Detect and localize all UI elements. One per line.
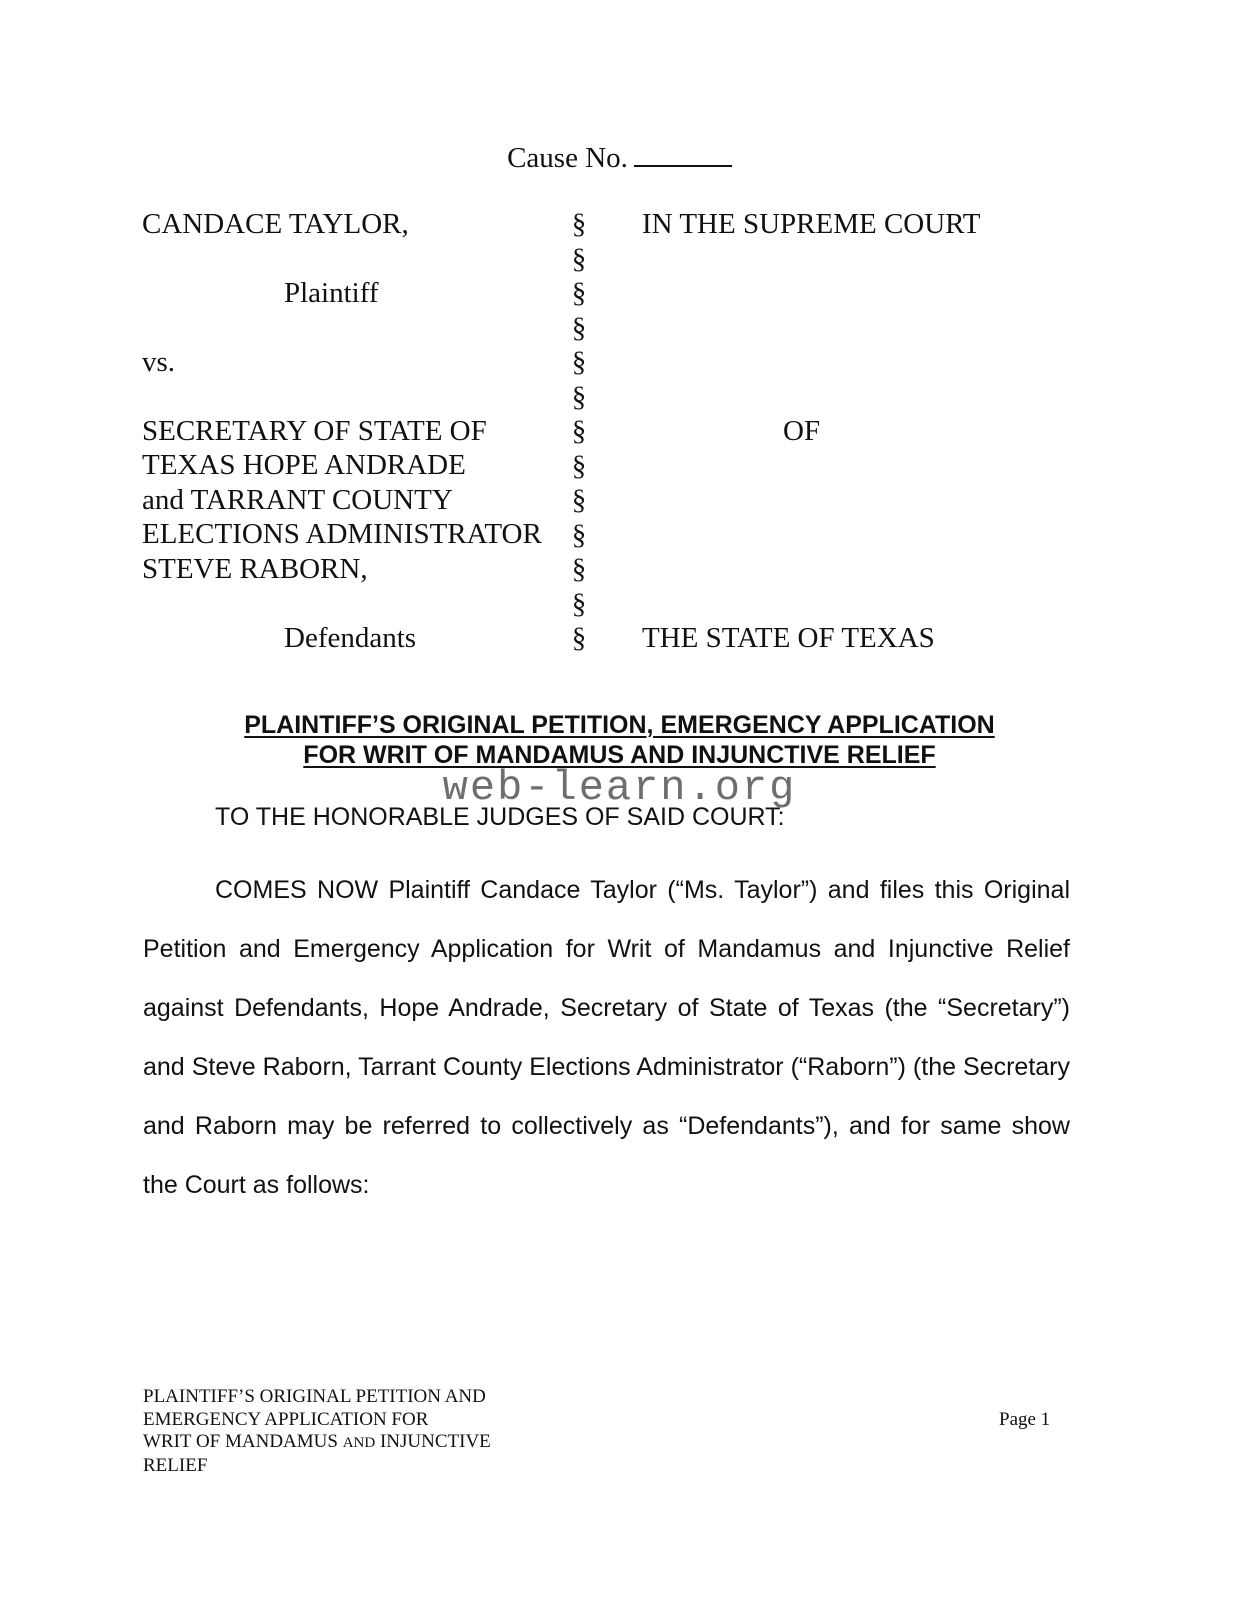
cause-number [0,142,1239,175]
footer-line-3c: INJUNCTIVE [375,1431,491,1452]
section-symbol: § [571,587,587,620]
section-symbol: § [571,346,587,378]
footer-line-2: EMERGENCY APPLICATION FOR [143,1408,429,1430]
caption-plaintiff-name: CANDACE TAYLOR, [142,208,409,240]
section-symbol: § [571,518,587,551]
court-state: THE STATE OF TEXAS [642,622,935,654]
section-symbol: § [571,208,587,240]
cause-number-blank [634,143,732,167]
salutation: TO THE HONORABLE JUDGES OF SAID COURT: [215,803,785,831]
title-line-2: FOR WRIT OF MANDAMUS AND INJUNCTIVE RELIEF [303,741,936,769]
document-title [0,710,1239,770]
section-symbol: § [571,415,587,447]
section-symbol: § [571,484,587,516]
watermark: web-learn.org [442,764,797,812]
caption-defendant-line-3: and TARRANT COUNTY [142,484,453,516]
page-number: Page 1 [999,1409,1051,1430]
footer-line-4: RELIEF [143,1454,208,1476]
caption-defendant-line-2: TEXAS HOPE ANDRADE [142,449,466,481]
caption-defendant-line-4: ELECTIONS ADMINISTRATOR [142,518,542,550]
section-symbol: § [571,311,587,344]
section-symbol: § [571,449,587,482]
title-line-1: PLAINTIFF’S ORIGINAL PETITION, EMERGENCY APPLICATION [244,711,995,739]
caption-versus: vs. [142,346,176,378]
section-symbol: § [571,242,587,275]
caption-defendant-line-1: SECRETARY OF STATE OF [142,415,487,447]
footer-title [143,1386,491,1477]
footer-line-3 [143,1431,491,1455]
footer-line-3-smallcaps: AND [342,1435,376,1451]
section-symbol: § [571,277,587,309]
footer-line-1: PLAINTIFF’S ORIGINAL PETITION AND [143,1386,486,1407]
court-of: OF [783,415,821,447]
section-symbol: § [571,380,587,413]
section-symbol: § [571,622,587,654]
body-paragraph [143,861,1070,1215]
section-symbol: § [571,553,587,585]
caption-defendants-label: Defendants [284,622,417,654]
caption-defendant-line-5: STEVE RABORN, [142,553,368,585]
body-paragraph-text: COMES NOW Plaintiff Candace Taylor (“Ms. Taylor”) and files this Original Petition and Emergency Application for Writ of Mandamus and Injunctive Relief against Defendants, Hope Andrade, Secretary of State of Texas (the “Secretary”) and Steve Raborn, Tarrant County Elections Administrator (“Raborn”) (the Secretary and Raborn may be referred to collectively as “Defendants”), and for same show the Court as follows: [143,876,1070,1199]
caption-plaintiff-label: Plaintiff [284,277,379,309]
court-name: IN THE SUPREME COURT [642,208,981,240]
cause-label: Cause No. [507,142,628,174]
footer-line-3a: WRIT OF MANDAMUS [143,1431,343,1452]
